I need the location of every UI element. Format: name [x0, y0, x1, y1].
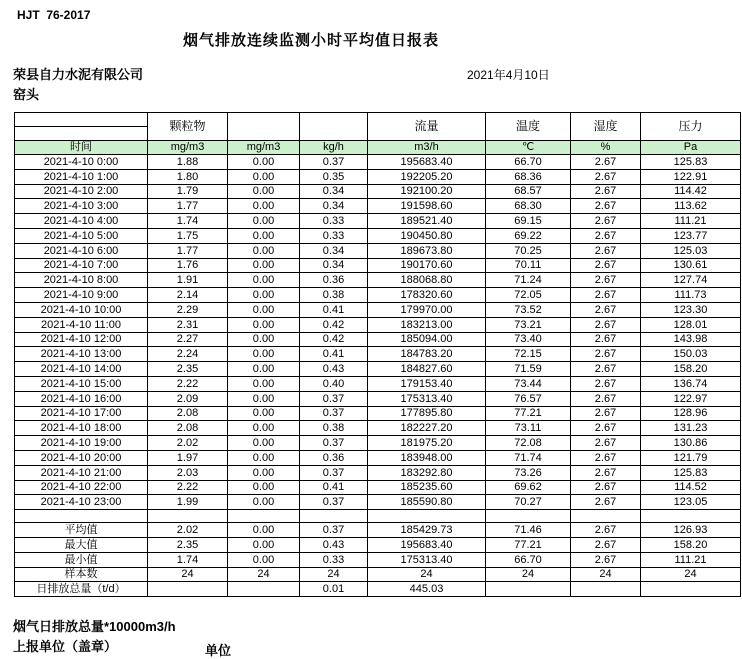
value-cell: 2.67: [571, 332, 641, 347]
blank-cell: [641, 510, 741, 523]
value-cell: 2.35: [148, 537, 228, 552]
value-cell: 0.00: [228, 214, 300, 229]
value-cell: 128.96: [641, 406, 741, 421]
value-cell: 2.67: [571, 362, 641, 377]
table-row: [15, 495, 741, 510]
value-cell: 123.77: [641, 228, 741, 243]
value-cell: 2.35: [148, 362, 228, 377]
value-cell: 0.37: [300, 155, 368, 170]
value-cell: 1.76: [148, 258, 228, 273]
value-cell: 71.59: [486, 362, 571, 377]
table-row: [15, 169, 741, 184]
value-cell: 126.93: [641, 523, 741, 538]
value-cell: 0.43: [300, 362, 368, 377]
col-header-temperature: 温度: [486, 113, 571, 141]
table-row: [15, 258, 741, 273]
unit-kg-h: kg/h: [300, 141, 368, 155]
time-header-lower-cell: [15, 127, 147, 140]
value-cell: 122.97: [641, 391, 741, 406]
value-cell: 121.79: [641, 450, 741, 465]
report-unit-label: 上报单位（盖章）: [13, 639, 118, 654]
value-cell: 179153.40: [368, 376, 486, 391]
value-cell: 0.00: [228, 421, 300, 436]
value-cell: 2.67: [571, 243, 641, 258]
value-cell: 113.62: [641, 199, 741, 214]
value-cell: 192205.20: [368, 169, 486, 184]
value-cell: 73.11: [486, 421, 571, 436]
value-cell: 0.00: [228, 288, 300, 303]
value-cell: 195683.40: [368, 537, 486, 552]
value-cell: 66.70: [486, 552, 571, 567]
value-cell: 177895.80: [368, 406, 486, 421]
value-cell: 128.01: [641, 317, 741, 332]
table-row: [15, 228, 741, 243]
value-cell: 24: [148, 567, 228, 582]
value-cell: 182227.20: [368, 421, 486, 436]
value-cell: 69.62: [486, 480, 571, 495]
summary-label: 日排放总量（t/d）: [15, 582, 148, 597]
value-cell: 0.37: [300, 406, 368, 421]
value-cell: [486, 582, 571, 597]
value-cell: 0.00: [228, 406, 300, 421]
value-cell: 185235.60: [368, 480, 486, 495]
table-row: [15, 184, 741, 199]
value-cell: 0.37: [300, 391, 368, 406]
value-cell: 131.23: [641, 421, 741, 436]
unit-celsius: ℃: [486, 141, 571, 155]
value-cell: 1.99: [148, 495, 228, 510]
unit-percent: %: [571, 141, 641, 155]
value-cell: 185429.73: [368, 523, 486, 538]
value-cell: 0.00: [228, 347, 300, 362]
value-cell: 189521.40: [368, 214, 486, 229]
value-cell: 2.09: [148, 391, 228, 406]
unit-m3-h: m3/h: [368, 141, 486, 155]
value-cell: 0.00: [228, 362, 300, 377]
value-cell: 2.67: [571, 302, 641, 317]
summary-row: [15, 523, 741, 538]
table-row: [15, 347, 741, 362]
value-cell: 125.83: [641, 155, 741, 170]
value-cell: 111.21: [641, 214, 741, 229]
value-cell: 136.74: [641, 376, 741, 391]
time-cell: 2021-4-10 7:00: [15, 258, 148, 273]
value-cell: 143.98: [641, 332, 741, 347]
value-cell: 2.67: [571, 214, 641, 229]
value-cell: 1.74: [148, 214, 228, 229]
value-cell: 185094.00: [368, 332, 486, 347]
time-cell: 2021-4-10 6:00: [15, 243, 148, 258]
value-cell: 2.67: [571, 450, 641, 465]
unit-mg-m3-b: mg/m3: [228, 141, 300, 155]
value-cell: 0.00: [228, 302, 300, 317]
table-row: [15, 155, 741, 170]
time-cell: 2021-4-10 10:00: [15, 302, 148, 317]
table-row: [15, 332, 741, 347]
value-cell: 0.00: [228, 273, 300, 288]
value-cell: 189673.80: [368, 243, 486, 258]
value-cell: 2.02: [148, 523, 228, 538]
value-cell: 0.00: [228, 184, 300, 199]
report-table: [14, 112, 741, 597]
value-cell: 2.67: [571, 347, 641, 362]
value-cell: 2.67: [571, 155, 641, 170]
value-cell: 2.02: [148, 436, 228, 451]
value-cell: 158.20: [641, 362, 741, 377]
value-cell: 76.57: [486, 391, 571, 406]
unit-mg-m3-a: mg/m3: [148, 141, 228, 155]
value-cell: 2.67: [571, 391, 641, 406]
time-cell: 2021-4-10 16:00: [15, 391, 148, 406]
value-cell: 192100.20: [368, 184, 486, 199]
value-cell: 0.00: [228, 523, 300, 538]
value-cell: 184827.60: [368, 362, 486, 377]
value-cell: 2.67: [571, 436, 641, 451]
time-header-split-cell: [15, 113, 148, 141]
blank-cell: [148, 510, 228, 523]
time-cell: 2021-4-10 12:00: [15, 332, 148, 347]
blank-spacer-row: [15, 510, 741, 523]
value-cell: 71.74: [486, 450, 571, 465]
value-cell: 122.91: [641, 169, 741, 184]
value-cell: 190450.80: [368, 228, 486, 243]
value-cell: 0.42: [300, 317, 368, 332]
report-date: 2021年4月10日: [467, 68, 550, 82]
value-cell: 191598.60: [368, 199, 486, 214]
value-cell: 183948.00: [368, 450, 486, 465]
col-header-blank-2: [300, 113, 368, 141]
blank-cell: [228, 510, 300, 523]
value-cell: 1.91: [148, 273, 228, 288]
value-cell: 2.67: [571, 184, 641, 199]
value-cell: 0.00: [228, 450, 300, 465]
value-cell: 2.08: [148, 406, 228, 421]
value-cell: 195683.40: [368, 155, 486, 170]
value-cell: 127.74: [641, 273, 741, 288]
value-cell: 2.22: [148, 480, 228, 495]
value-cell: 0.00: [228, 155, 300, 170]
value-cell: 1.79: [148, 184, 228, 199]
value-cell: 2.67: [571, 288, 641, 303]
summary-row: [15, 567, 741, 582]
value-cell: 24: [228, 567, 300, 582]
value-cell: 2.14: [148, 288, 228, 303]
value-cell: 2.22: [148, 376, 228, 391]
value-cell: 111.73: [641, 288, 741, 303]
value-cell: 0.00: [228, 552, 300, 567]
value-cell: 0.41: [300, 302, 368, 317]
group-header-row: [15, 113, 741, 141]
value-cell: 0.00: [228, 243, 300, 258]
unit-pa: Pa: [641, 141, 741, 155]
value-cell: 175313.40: [368, 552, 486, 567]
col-header-blank-1: [228, 113, 300, 141]
value-cell: 77.21: [486, 537, 571, 552]
value-cell: 72.05: [486, 288, 571, 303]
time-cell: 2021-4-10 11:00: [15, 317, 148, 332]
time-cell: 2021-4-10 13:00: [15, 347, 148, 362]
value-cell: 0.00: [228, 495, 300, 510]
value-cell: 0.34: [300, 199, 368, 214]
value-cell: 0.00: [228, 465, 300, 480]
time-cell: 2021-4-10 1:00: [15, 169, 148, 184]
value-cell: 0.38: [300, 288, 368, 303]
value-cell: 69.15: [486, 214, 571, 229]
table-row: [15, 376, 741, 391]
value-cell: 2.67: [571, 258, 641, 273]
summary-row: [15, 537, 741, 552]
value-cell: 0.00: [228, 537, 300, 552]
value-cell: 72.08: [486, 436, 571, 451]
value-cell: 0.33: [300, 228, 368, 243]
value-cell: 66.70: [486, 155, 571, 170]
value-cell: 0.00: [228, 258, 300, 273]
value-cell: 0.37: [300, 495, 368, 510]
summary-label: 最大值: [15, 537, 148, 552]
value-cell: 184783.20: [368, 347, 486, 362]
time-cell: 2021-4-10 20:00: [15, 450, 148, 465]
table-row: [15, 465, 741, 480]
value-cell: 2.67: [571, 523, 641, 538]
value-cell: 0.01: [300, 582, 368, 597]
value-cell: 0.41: [300, 480, 368, 495]
col-header-flow: 流量: [368, 113, 486, 141]
value-cell: 0.00: [228, 199, 300, 214]
time-cell: 2021-4-10 4:00: [15, 214, 148, 229]
value-cell: 0.34: [300, 258, 368, 273]
value-cell: 2.67: [571, 406, 641, 421]
value-cell: 1.80: [148, 169, 228, 184]
value-cell: 114.52: [641, 480, 741, 495]
value-cell: 2.67: [571, 495, 641, 510]
blank-cell: [368, 510, 486, 523]
table-row: [15, 302, 741, 317]
value-cell: 24: [368, 567, 486, 582]
table-row: [15, 391, 741, 406]
value-cell: 68.57: [486, 184, 571, 199]
value-cell: 0.37: [300, 436, 368, 451]
value-cell: 0.33: [300, 552, 368, 567]
value-cell: 175313.40: [368, 391, 486, 406]
table-row: [15, 243, 741, 258]
value-cell: 1.75: [148, 228, 228, 243]
value-cell: 125.83: [641, 465, 741, 480]
unit-header-row: [15, 141, 741, 155]
summary-label: 平均值: [15, 523, 148, 538]
value-cell: [641, 582, 741, 597]
page-title: 烟气排放连续监测小时平均值日报表: [182, 32, 439, 49]
value-cell: 70.27: [486, 495, 571, 510]
table-row: [15, 421, 741, 436]
value-cell: 0.00: [228, 391, 300, 406]
value-cell: 69.22: [486, 228, 571, 243]
value-cell: 0.37: [300, 523, 368, 538]
value-cell: 73.52: [486, 302, 571, 317]
value-cell: 2.67: [571, 199, 641, 214]
value-cell: 2.67: [571, 273, 641, 288]
value-cell: 2.03: [148, 465, 228, 480]
value-cell: 77.21: [486, 406, 571, 421]
value-cell: 71.46: [486, 523, 571, 538]
table-row: [15, 362, 741, 377]
time-cell: 2021-4-10 8:00: [15, 273, 148, 288]
time-cell: 2021-4-10 5:00: [15, 228, 148, 243]
value-cell: 70.11: [486, 258, 571, 273]
value-cell: 73.44: [486, 376, 571, 391]
value-cell: 24: [641, 567, 741, 582]
value-cell: 2.67: [571, 537, 641, 552]
value-cell: 1.77: [148, 199, 228, 214]
value-cell: 1.97: [148, 450, 228, 465]
time-cell: 2021-4-10 23:00: [15, 495, 148, 510]
value-cell: 2.08: [148, 421, 228, 436]
value-cell: 125.03: [641, 243, 741, 258]
table-row: [15, 317, 741, 332]
value-cell: 73.21: [486, 317, 571, 332]
time-cell: 2021-4-10 9:00: [15, 288, 148, 303]
value-cell: 130.61: [641, 258, 741, 273]
table-row: [15, 406, 741, 421]
value-cell: 24: [486, 567, 571, 582]
value-cell: 24: [571, 567, 641, 582]
value-cell: 0.00: [228, 332, 300, 347]
value-cell: 0.00: [228, 317, 300, 332]
value-cell: 158.20: [641, 537, 741, 552]
time-cell: 2021-4-10 22:00: [15, 480, 148, 495]
summary-row: [15, 552, 741, 567]
value-cell: 2.67: [571, 317, 641, 332]
value-cell: 0.41: [300, 347, 368, 362]
value-cell: 2.67: [571, 480, 641, 495]
summary-label: 样本数: [15, 567, 148, 582]
value-cell: 150.03: [641, 347, 741, 362]
col-header-particulate: 颗粒物: [148, 113, 228, 141]
value-cell: 2.67: [571, 169, 641, 184]
value-cell: 130.86: [641, 436, 741, 451]
value-cell: 2.67: [571, 465, 641, 480]
value-cell: 183292.80: [368, 465, 486, 480]
table-row: [15, 273, 741, 288]
value-cell: 2.67: [571, 421, 641, 436]
value-cell: 2.67: [571, 376, 641, 391]
value-cell: 123.05: [641, 495, 741, 510]
value-cell: 0.34: [300, 243, 368, 258]
value-cell: 183213.00: [368, 317, 486, 332]
value-cell: 2.31: [148, 317, 228, 332]
value-cell: 2.27: [148, 332, 228, 347]
value-cell: 0.34: [300, 184, 368, 199]
table-row: [15, 199, 741, 214]
value-cell: 0.37: [300, 465, 368, 480]
value-cell: 185590.80: [368, 495, 486, 510]
value-cell: [148, 582, 228, 597]
doc-code: HJT 76-2017: [17, 8, 91, 22]
time-cell: 2021-4-10 15:00: [15, 376, 148, 391]
value-cell: 2.67: [571, 552, 641, 567]
value-cell: 123.30: [641, 302, 741, 317]
value-cell: 1.77: [148, 243, 228, 258]
time-cell: 2021-4-10 21:00: [15, 465, 148, 480]
value-cell: 1.74: [148, 552, 228, 567]
value-cell: 0.00: [228, 480, 300, 495]
time-header-upper-cell: [15, 113, 147, 127]
col-header-pressure: 压力: [641, 113, 741, 141]
time-cell: 2021-4-10 0:00: [15, 155, 148, 170]
value-cell: 111.21: [641, 552, 741, 567]
value-cell: 181975.20: [368, 436, 486, 451]
value-cell: 190170.60: [368, 258, 486, 273]
value-cell: 114.42: [641, 184, 741, 199]
value-cell: 0.00: [228, 169, 300, 184]
time-cell: 2021-4-10 2:00: [15, 184, 148, 199]
col-header-humidity: 湿度: [571, 113, 641, 141]
unit-label: 单位: [205, 643, 232, 658]
table-row: [15, 450, 741, 465]
time-column-label: 时间: [15, 141, 148, 155]
value-cell: 2.29: [148, 302, 228, 317]
time-cell: 2021-4-10 19:00: [15, 436, 148, 451]
value-cell: 0.00: [228, 376, 300, 391]
value-cell: 188068.80: [368, 273, 486, 288]
blank-cell: [15, 510, 148, 523]
time-cell: 2021-4-10 17:00: [15, 406, 148, 421]
value-cell: 2.67: [571, 228, 641, 243]
value-cell: 71.24: [486, 273, 571, 288]
value-cell: 0.33: [300, 214, 368, 229]
blank-cell: [571, 510, 641, 523]
blank-cell: [300, 510, 368, 523]
value-cell: [571, 582, 641, 597]
value-cell: 68.36: [486, 169, 571, 184]
company-name: 荣县自力水泥有限公司: [13, 67, 144, 82]
time-cell: 2021-4-10 18:00: [15, 421, 148, 436]
value-cell: 0.36: [300, 450, 368, 465]
blank-cell: [486, 510, 571, 523]
value-cell: 179970.00: [368, 302, 486, 317]
value-cell: 0.40: [300, 376, 368, 391]
summary-row: [15, 582, 741, 597]
value-cell: [228, 582, 300, 597]
value-cell: 70.25: [486, 243, 571, 258]
value-cell: 0.35: [300, 169, 368, 184]
time-cell: 2021-4-10 14:00: [15, 362, 148, 377]
monitor-point-label: 窑头: [13, 87, 40, 102]
value-cell: 0.36: [300, 273, 368, 288]
value-cell: 445.03: [368, 582, 486, 597]
value-cell: 68.30: [486, 199, 571, 214]
table-row: [15, 288, 741, 303]
value-cell: 72.15: [486, 347, 571, 362]
value-cell: 0.00: [228, 228, 300, 243]
value-cell: 73.26: [486, 465, 571, 480]
value-cell: 2.24: [148, 347, 228, 362]
value-cell: 0.43: [300, 537, 368, 552]
table-row: [15, 480, 741, 495]
footer-note: 烟气日排放总量*10000m3/h: [13, 619, 176, 634]
value-cell: 0.00: [228, 436, 300, 451]
summary-label: 最小值: [15, 552, 148, 567]
value-cell: 24: [300, 567, 368, 582]
value-cell: 0.38: [300, 421, 368, 436]
table-row: [15, 436, 741, 451]
value-cell: 178320.60: [368, 288, 486, 303]
time-cell: 2021-4-10 3:00: [15, 199, 148, 214]
value-cell: 73.40: [486, 332, 571, 347]
value-cell: 1.88: [148, 155, 228, 170]
value-cell: 0.42: [300, 332, 368, 347]
table-row: [15, 214, 741, 229]
